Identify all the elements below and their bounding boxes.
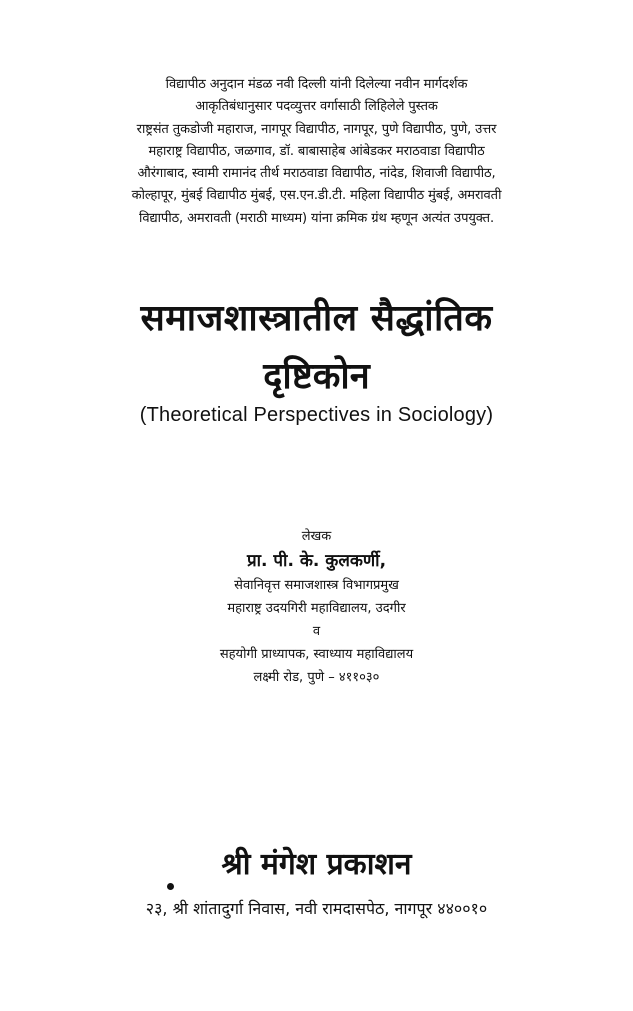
publisher-name: श्री मंगेश प्रकाशन	[221, 847, 412, 882]
ink-speck	[167, 883, 174, 890]
book-title-marathi-line-1: समाजशास्त्रातील सैद्धांतिक	[140, 298, 493, 339]
endorsement-line: कोल्हापूर, मुंबई विद्यापीठ मुंबई, एस.एन.डी.टी. महिला विद्यापीठ मुंबई, अमरावती	[131, 188, 502, 204]
book-title-english: (Theoretical Perspectives in Sociology)	[139, 404, 494, 426]
endorsement-line: विद्यापीठ, अमरावती (मराठी माध्यम) यांना क्रमिक ग्रंथ म्हणून अत्यंत उपयुक्त.	[138, 210, 495, 226]
book-title-marathi-line-2: दृष्टिकोन	[263, 356, 370, 397]
endorsement-line: महाराष्ट्र विद्यापीठ, जळगाव, डॉ. बाबासाहेब आंबेडकर मराठवाडा विद्यापीठ	[148, 143, 485, 159]
author-detail-line: लक्ष्मी रोड, पुणे – ४११०३०	[253, 670, 380, 685]
author-detail-line: व	[312, 624, 321, 639]
author-label: लेखक	[301, 529, 332, 544]
endorsement-paragraph	[20, 74, 613, 230]
author-detail-line: महाराष्ट्र उदयगिरी महाविद्यालय, उदगीर	[227, 601, 406, 616]
author-detail-line: सहयोगी प्राध्यापक, स्वाध्याय महाविद्यालय	[219, 647, 414, 662]
publisher-address: २३, श्री शांतादुर्गा निवास, नवी रामदासपेठ, नागपूर ४४००१०	[145, 899, 488, 918]
author-detail-line: सेवानिवृत्त समाजशास्त्र विभागप्रमुख	[234, 578, 399, 593]
endorsement-line: विद्यापीठ अनुदान मंडळ नवी दिल्ली यांनी दिलेल्या नवीन मार्गदर्शक	[165, 77, 468, 92]
author-name: प्रा. पी. के. कुलकर्णी,	[246, 551, 387, 571]
author-block	[150, 526, 483, 689]
endorsement-line: औरंगाबाद, स्वामी रामानंद तीर्थ मराठवाडा विद्यापीठ, नांदेड, शिवाजी विद्यापीठ,	[137, 166, 496, 182]
endorsement-line: आकृतिबंधानुसार पदव्युत्तर वर्गासाठी लिहिलेले पुस्तक	[195, 99, 438, 115]
endorsement-line: राष्ट्रसंत तुकडोजी महाराज, नागपूर विद्यापीठ, नागपूर, पुणे विद्यापीठ, पुणे, उत्तर	[136, 121, 497, 137]
